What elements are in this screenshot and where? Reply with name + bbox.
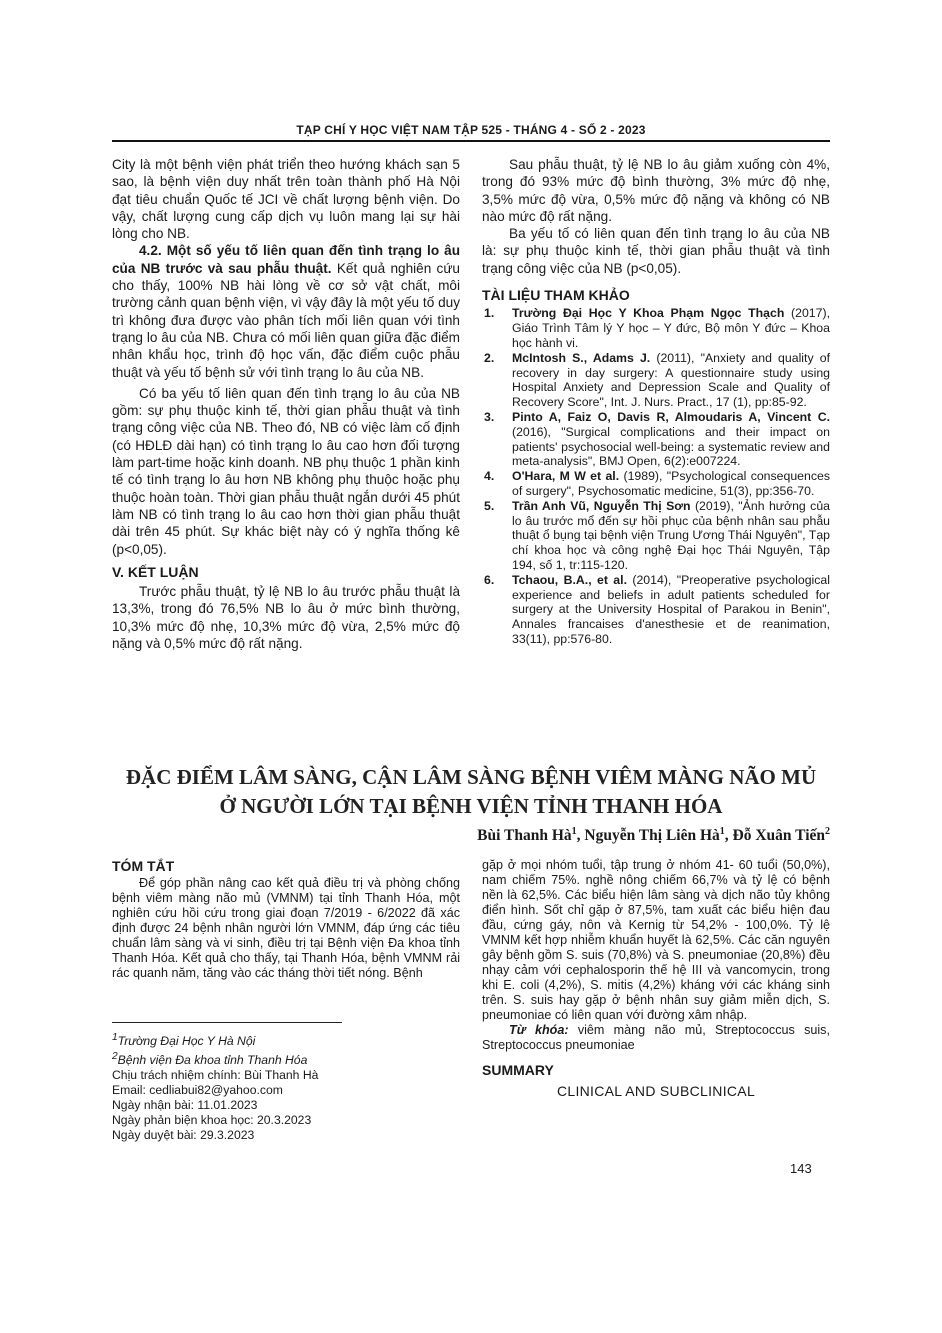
paragraph: Ba yếu tố có liên quan đến tình trạng lo âu của NB là: sự phụ thuộc kinh tế, thời gian phẫu thuật và tình trạng công việc của NB (p<0,05). <box>482 226 830 276</box>
reference-item: 1. Trường Đại Học Y Khoa Phạm Ngọc Thạch (2017), Giáo Trình Tâm lý Y học – Y đức, Bộ môn Y đức – Khoa học hành vi. <box>484 306 830 350</box>
right-column <box>482 156 830 647</box>
paragraph: Có ba yếu tố liên quan đến tình trạng lo âu của NB gồm: sự phụ thuộc kinh tế, thời gian phẫu thuật và tình trạng công việc của NB. Theo đó, NB có việc làm cố định (có HĐLĐ dài hạn) có tình trạng lo âu cao hơn đối tượng làm part-time hoặc kinh doanh. NB phụ thuộc 1 phần kinh tế có tình trạng lo âu hơn NB không phụ thuộc hoặc phụ thuộc hoàn toàn. Thời gian phẫu thuật ngắn dưới 45 phút làm NB có tình trạng lo âu cao hơn thời gian phẫu thuật dài trên 45 phút. Sự khác biệt này có ý nghĩa thống kê (p<0,05). <box>112 385 460 557</box>
reference-item: 6. Tchaou, B.A., et al. (2014), "Preoperative psychological experience and beliefs in adult patients scheduled for surgery at the University Hospital of Parakou in Benin", Annales francaises d'anesthesie et de reanimation, 33(11), pp:576-80. <box>484 572 830 646</box>
abstract-right <box>482 858 830 1099</box>
abstract-text: gặp ở mọi nhóm tuổi, tập trung ở nhóm 41- 60 tuổi (50,0%), nam chiếm 75%. nghề nông chiếm 66,7% và tỷ lệ có bệnh nền là 62,5%. Các biểu hiện lâm sàng và dịch não tủy không điển hình. Sốt chỉ gặp ở 87,5%, tam xuất các biểu hiện đau đầu, cứng gáy, nôn và Kernig từ 54,2% - 100,0%. Tỷ lệ VMNM kết hợp nhiễm khuẩn huyết là 62,5%. Các căn nguyên gây bệnh gồm S. suis (70,8%) và S. pneumoniae (20,8%) đều nhạy cảm với cephalosporin thế hệ III và vancomycin, trong khi E. coli (4,2%), S. mitis (4,2%) kháng với các kháng sinh trên. S. suis hay gặp ở bệnh nhân suy giảm miễn dịch, S. pneumoniae có liên quan với đường xâm nhập. <box>482 858 830 1022</box>
journal-header: TẠP CHÍ Y HỌC VIỆT NAM TẬP 525 - THÁNG 4 - SỐ 2 - 2023 <box>296 123 646 137</box>
summary-heading: SUMMARY <box>482 1062 554 1078</box>
footnotes <box>112 1030 460 1143</box>
paragraph: Kết quả nghiên cứu cho thấy, 100% NB hài lòng về cơ sở vật chất, môi trường cảnh quan bệnh viện, vì vậy đây là một yếu tố duy trì không đưa được vào phân tích mối liên quan với tình trạng lo âu của NB. Chưa có mối liên quan giữa đặc điểm nhân khẩu học, trình độ học vấn, đặc điểm cuộc phẫu thuật và yếu tố bệnh sử với tình trạng lo âu của NB. <box>112 260 460 380</box>
abstract-text: Để góp phần nâng cao kết quả điều trị và phòng chống bệnh viêm màng não mủ (VMNM) tại tỉnh Thanh Hóa, một nghiên cứu hồi cứu trong giai đoạn 7/2019 - 6/2022 đã xác định được 24 bệnh nhân người lớn VMNM, đáp ứng các tiêu chuẩn lâm sàng và vi sinh, điều trị tại Bệnh viện Đa khoa tỉnh Thanh Hóa. Kết quả cho thấy, tại Thanh Hóa, bệnh VMNM rải rác quanh năm, tăng vào các tháng thời tiết nóng. Bệnh <box>112 876 460 980</box>
date-reviewed: Ngày phản biện khoa học: 20.3.2023 <box>112 1113 312 1128</box>
footnote-affiliation: $^1$Trường Đại Học Y Hà Nội <box>112 1032 256 1049</box>
page-number: 143 <box>790 1161 812 1176</box>
reference-item: 5. Trần Anh Vũ, Nguyễn Thị Sơn (2019), "Ảnh hưởng của lo âu trước mổ đến sự hồi phục của bệnh nhân sau phẫu thuật ổ bụng tại bệnh viện Trung Ương Thái Nguyên", Tạp chí khoa học và công nghệ Đại học Thái Nguyên, Tập 194, số 1, tr:115-120. <box>484 498 830 572</box>
email: Email: cedliabui82@yahoo.com <box>112 1083 283 1098</box>
author-name: Nguyễn Thị Liên Hà <box>584 827 720 845</box>
abstract-left <box>112 858 460 981</box>
date-received: Ngày nhận bài: 11.01.2023 <box>112 1098 258 1113</box>
corresponding-author: Chịu trách nhiệm chính: Bùi Thanh Hà <box>112 1068 319 1083</box>
reference-item: 2. McIntosh S., Adams J. (2011), "Anxiety and quality of recovery in day surgery: A questionnaire study using Hospital Anxiety and Depression Scale and Quality of Recovery Score", Int. J. Nurs. Pract., 17 (1), pp:85-92. <box>484 350 830 410</box>
left-column <box>112 156 460 652</box>
section-heading: 4.2. Một số yếu tố liên quan đến tình trạng lo âu của NB trước và sau phẫu thuật. <box>112 243 460 276</box>
summary-subtitle: CLINICAL AND SUBCLINICAL <box>556 1083 756 1099</box>
footnote-rule <box>112 1022 342 1023</box>
paragraph: City là một bệnh viện phát triển theo hướng khách sạn 5 sao, là bệnh viện duy nhất trên toàn thành phố Hà Nội đạt tiêu chuẩn Quốc tế JCI về chất lượng bệnh viện. Do vậy, chất lượng cung cấp dịch vụ luôn mang lại sự hài lòng cho NB. <box>112 157 460 242</box>
article-title-line-2: Ở NGƯỜI LỚN TẠI BỆNH VIỆN TỈNH THANH HÓA <box>219 794 723 818</box>
header-rule <box>112 140 830 142</box>
author-name: Đỗ Xuân Tiến <box>732 827 825 845</box>
author-line: Bùi Thanh $Hà^1$, Nguyễn Thị Liên $Hà^1$, Đỗ Xuân Tiến$^2$ <box>477 826 830 845</box>
abstract-heading: TÓM TẮT <box>112 858 175 874</box>
keywords: Từ khóa: viêm màng não mủ, Streptococcus suis, Streptococcus pneumoniae <box>482 1023 830 1052</box>
article-title-line-1: ĐẶC ĐIỂM LÂM SÀNG, CẬN LÂM SÀNG BỆNH VIÊM MÀNG NÃO MỦ <box>125 765 817 789</box>
section-heading: V. KẾT LUẬN <box>112 563 199 580</box>
date-accepted: Ngày duyệt bài: 29.3.2023 <box>112 1128 255 1143</box>
paragraph: Trước phẫu thuật, tỷ lệ NB lo âu trước phẫu thuật là 13,3%, trong đó 76,5% NB lo âu ở mức bình thường, 10,3% mức độ nhẹ, 10,3% mức độ vừa, 2,5% mức độ nặng và 0,5% mức độ rất nặng. <box>112 584 460 652</box>
section-4-2 <box>112 242 460 380</box>
author-name: Bùi Thanh Hà <box>477 827 572 845</box>
reference-item: 3. Pinto A, Faiz O, Davis R, Almoudaris A, Vincent C. (2016), "Surgical complications and their impact on patients' psychosocial well-being: a systematic review and meta-analysis", BMJ Open, 6(2):e007224. <box>484 409 830 469</box>
footnote-affiliation: $^2$Bệnh viện Đa khoa tỉnh Thanh Hóa <box>112 1051 308 1068</box>
paragraph: Sau phẫu thuật, tỷ lệ NB lo âu giảm xuống còn 4%, trong đó 93% mức độ bình thường, 3% mức độ nhẹ, 3,5% mức độ vừa, 0,5% mức độ nặng và không có NB nào mức độ rất nặng. <box>482 157 830 224</box>
references-heading: TÀI LIỆU THAM KHẢO <box>482 287 630 304</box>
reference-list <box>482 306 830 646</box>
reference-item: 4. O'Hara, M W et al. (1989), "Psychological consequences of surgery", Psychosomatic medicine, 51(3), pp:356-70. <box>484 469 830 498</box>
